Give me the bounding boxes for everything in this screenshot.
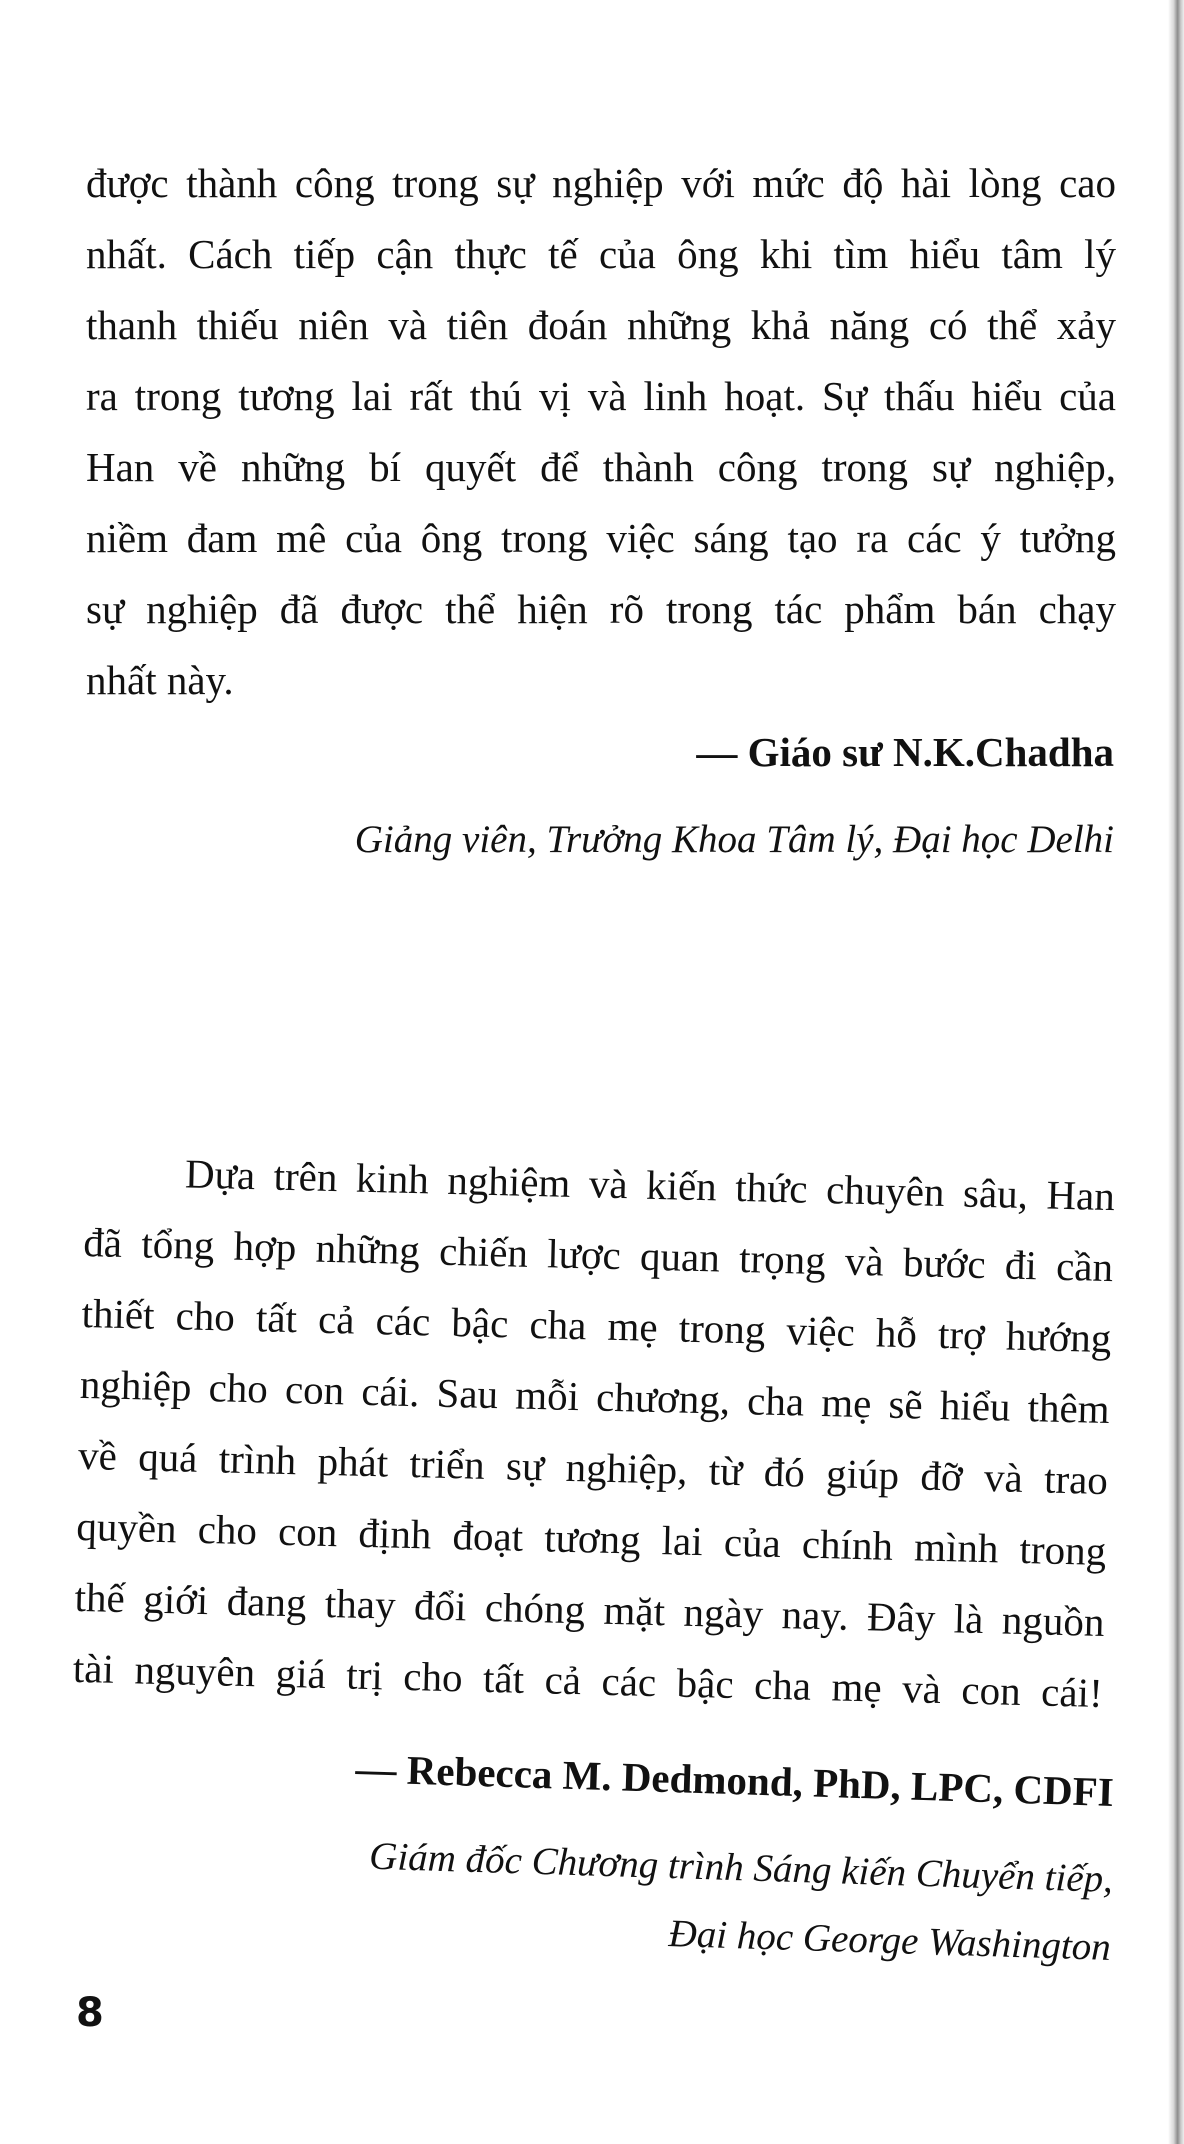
text-line: Han về những bí quyết để thành công trong sự nghiệp,	[86, 444, 1116, 490]
text-line: ra trong tương lai rất thú vị và linh hoạt. Sự thấu hiểu của	[86, 373, 1116, 419]
text-line: đã tổng hợp những chiến lược quan trọng và bước đi cần	[82, 1218, 1114, 1291]
text-line: nhất. Cách tiếp cận thực tế của ông khi tìm hiểu tâm lý	[86, 231, 1116, 277]
text-line: thế giới đang thay đổi chóng mặt ngày nay. Đây là nguồn	[74, 1573, 1105, 1646]
testimonial-2-author: — Rebecca M. Dedmond, PhD, LPC, CDFI	[354, 1745, 1114, 1815]
page-number: 8	[76, 1990, 104, 2036]
text-line: thanh thiếu niên và tiên đoán những khả năng có thể xảy	[86, 302, 1116, 348]
testimonial-1-body	[86, 148, 1116, 716]
text-line: quyền cho con định đoạt tương lai của chính mình trong	[75, 1502, 1107, 1575]
testimonial-1-affiliation: Giảng viên, Trưởng Khoa Tâm lý, Đại học Delhi	[354, 818, 1114, 861]
testimonial-2-body	[72, 1136, 1116, 1729]
text-line: về quá trình phát triển sự nghiệp, từ đó giúp đỡ và trao	[77, 1431, 1109, 1504]
testimonial-2-affiliation	[366, 1823, 1114, 1982]
text-line: nhất này.	[86, 657, 234, 703]
testimonial-1-author: — Giáo sư N.K.Chadha	[696, 729, 1114, 775]
text-line: Dựa trên kinh nghiệm và kiến thức chuyên sâu, Han	[184, 1150, 1116, 1220]
text-line: niềm đam mê của ông trong việc sáng tạo ra các ý tưởng	[86, 515, 1116, 561]
affiliation-line: Giám đốc Chương trình Sáng kiến Chuyển tiếp,	[368, 1834, 1114, 1901]
affiliation-line: Đại học George Washington	[668, 1912, 1112, 1969]
text-line: tài nguyên giá trị cho tất cả các bậc cha mẹ và con cái!	[72, 1644, 1104, 1716]
text-line: sự nghiệp đã được thể hiện rõ trong tác phẩm bán chạy	[86, 586, 1116, 632]
page-edge-shadow	[1168, 0, 1184, 2144]
text-line: thiết cho tất cả các bậc cha mẹ trong việc hỗ trợ hướng	[81, 1289, 1112, 1362]
text-line: được thành công trong sự nghiệp với mức độ hài lòng cao	[86, 160, 1116, 206]
text-line: nghiệp cho con cái. Sau mỗi chương, cha mẹ sẽ hiểu thêm	[79, 1360, 1111, 1433]
